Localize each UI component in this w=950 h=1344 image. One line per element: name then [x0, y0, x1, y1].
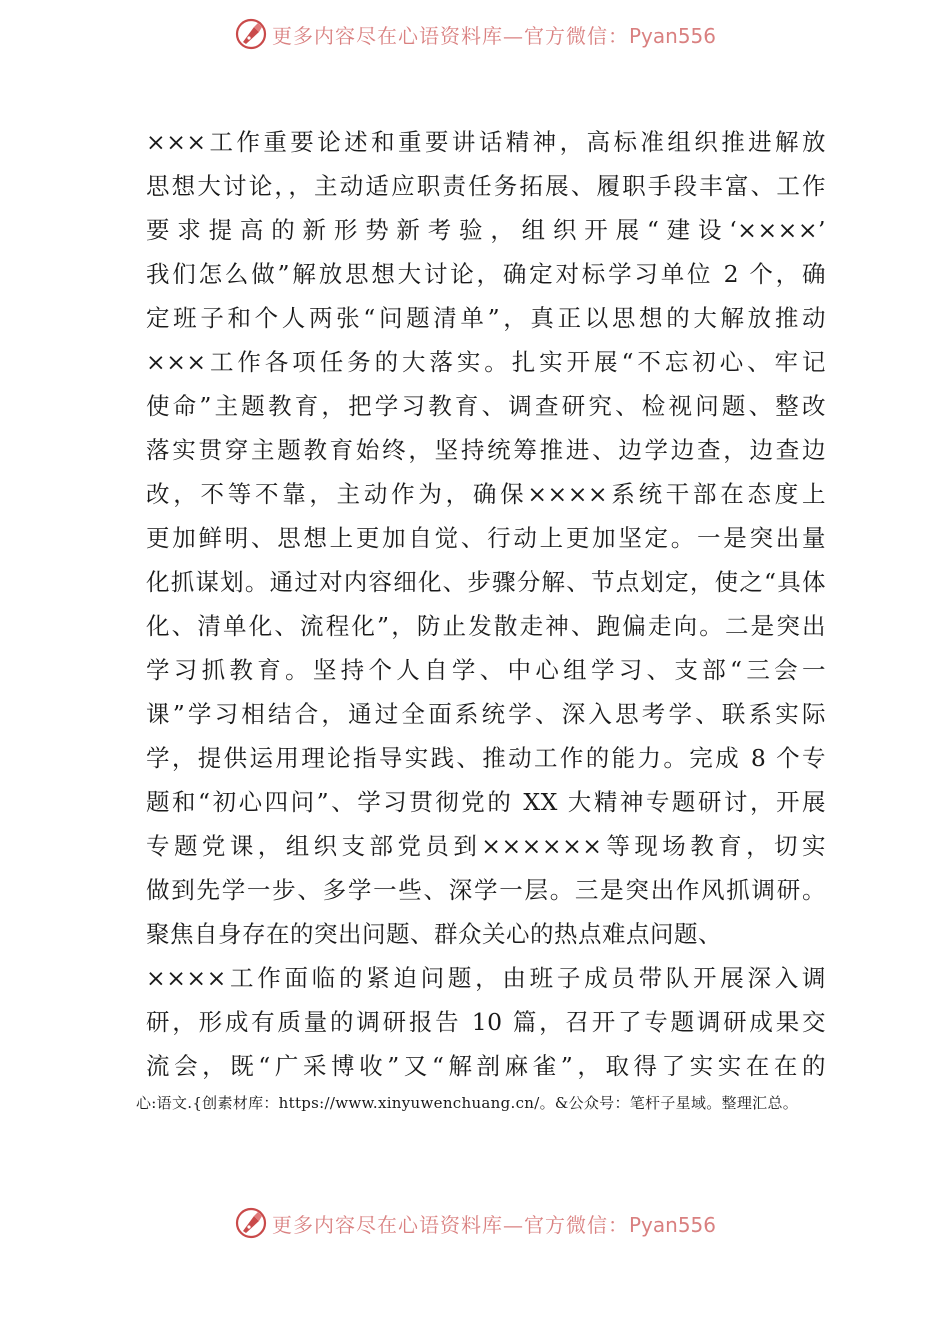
- body-line: 流会，既“广采博收”又“解剖麻雀”，取得了实实在在的: [146, 1052, 826, 1080]
- body-line: 定班子和个人两张“问题清单”，真正以思想的大解放推动: [146, 304, 826, 332]
- wechat-id: Pyan556: [628, 1212, 716, 1237]
- body-line: ×××工作各项任务的大落实。扎实开展“不忘初心、牢记: [146, 348, 826, 376]
- body-line: 题和“初心四问”、学习贯彻党的 XX 大精神专题研讨，开展: [146, 788, 826, 816]
- body-line: 落实贯穿主题教育始终，坚持统筹推进、边学边查，边查边: [146, 436, 826, 464]
- document-body: [146, 120, 826, 1088]
- body-line: ×××工作重要论述和重要讲话精神，高标准组织推进解放: [146, 128, 826, 156]
- banner-text: [272, 1209, 716, 1238]
- banner-label: 更多内容尽在心语资料库—官方微信：: [271, 23, 629, 48]
- body-line: 聚焦自身存在的突出问题、群众关心的热点难点问题、: [146, 920, 722, 948]
- source-footer: 心:语文.{创素材库：https://www.xinyuwenchuang.cn/。&公众号：笔杆子星域。整理汇总。: [136, 1094, 799, 1112]
- body-line: ××××工作面临的紧迫问题，由班子成员带队开展深入调: [146, 964, 826, 992]
- wechat-id: Pyan556: [628, 23, 716, 48]
- pen-nib-logo-icon: [234, 1206, 268, 1240]
- header-banner: [0, 14, 950, 54]
- footer-banner: [0, 1203, 950, 1243]
- body-line: 做到先学一步、多学一些、深学一层。三是突出作风抓调研。: [146, 876, 826, 904]
- body-line: 使命”主题教育，把学习教育、调查研究、检视问题、整改: [146, 392, 826, 420]
- pen-nib-logo-icon: [234, 17, 268, 51]
- body-line: 要求提高的新形势新考验，组织开展“建设‘××××’: [146, 216, 826, 244]
- body-line: 改，不等不靠，主动作为，确保××××系统干部在态度上: [146, 480, 826, 508]
- body-line: 研，形成有质量的调研报告 10 篇，召开了专题调研成果交: [146, 1008, 826, 1036]
- body-line: 思想大讨论，，主动适应职责任务拓展、履职手段丰富、工作: [146, 172, 826, 200]
- body-line: 专题党课，组织支部党员到××××××等现场教育，切实: [146, 832, 826, 860]
- banner-text: [272, 20, 716, 49]
- body-line: 学习抓教育。坚持个人自学、中心组学习、支部“三会一: [146, 656, 826, 684]
- body-line: 课”学习相结合，通过全面系统学、深入思考学、联系实际: [146, 700, 826, 728]
- body-line: 我们怎么做”解放思想大讨论，确定对标学习单位 2 个，确: [146, 260, 826, 288]
- body-line: 化抓谋划。通过对内容细化、步骤分解、节点划定，使之“具体: [146, 568, 826, 596]
- body-line: 学，提供运用理论指导实践、推动工作的能力。完成 8 个专: [146, 744, 826, 772]
- body-line: 化、清单化、流程化”，防止发散走神、跑偏走向。二是突出: [146, 612, 826, 640]
- body-line: 更加鲜明、思想上更加自觉、行动上更加坚定。一是突出量: [146, 524, 826, 552]
- banner-label: 更多内容尽在心语资料库—官方微信：: [271, 1212, 629, 1237]
